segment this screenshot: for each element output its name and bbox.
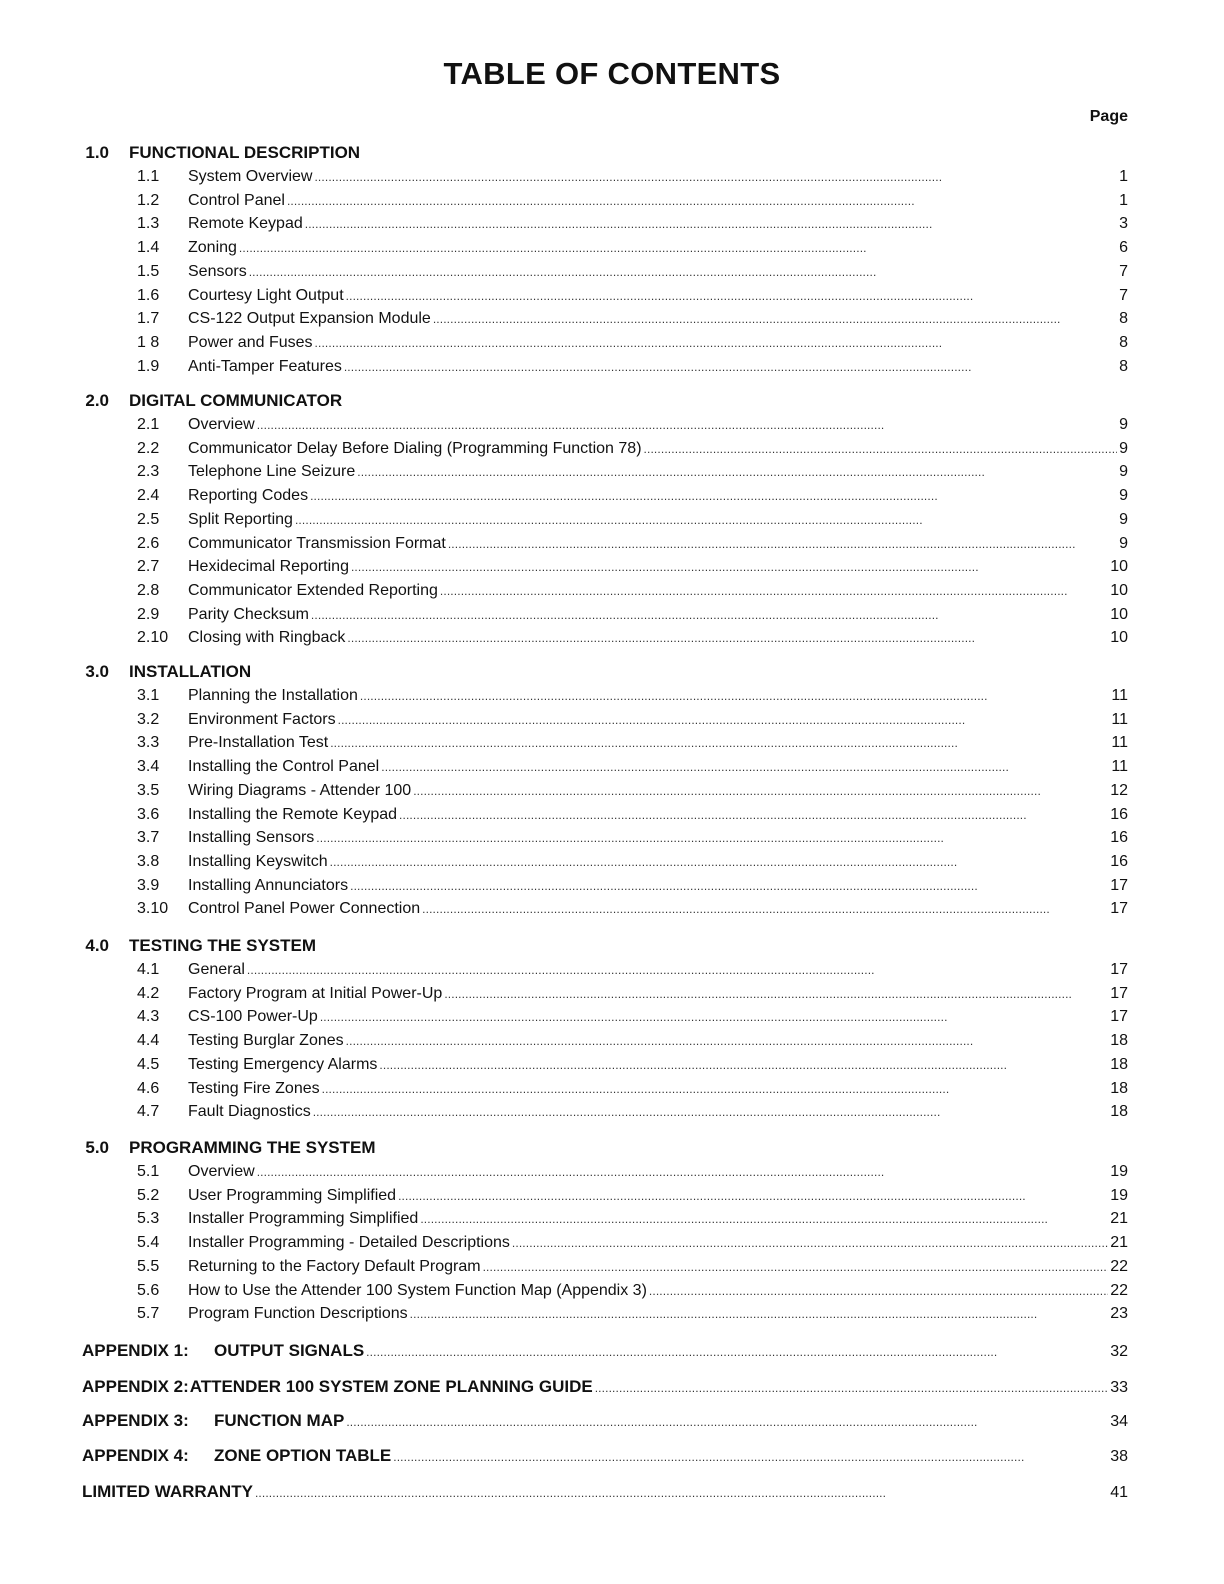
section-heading (0, 1136, 1224, 1160)
entry-page-number: 10 (1110, 582, 1128, 599)
entry-number: 2.9 (137, 606, 160, 623)
entry-page-number: 18 (1110, 1056, 1128, 1073)
toc-entry[interactable] (0, 731, 1224, 755)
entry-page-number: 6 (1119, 239, 1128, 256)
entry-page-number: 17 (1110, 985, 1128, 1002)
entry-line (188, 708, 1128, 732)
entry-title: Environment Factors (188, 711, 336, 728)
toc-entry[interactable] (0, 1053, 1224, 1077)
dot-leader (398, 1184, 1108, 1208)
entry-title: Returning to the Factory Default Program (188, 1258, 481, 1275)
entry-number: 5.3 (137, 1210, 160, 1227)
entry-page-number: 16 (1110, 829, 1128, 846)
dot-leader (422, 897, 1108, 921)
section-number: 5.0 (85, 1138, 109, 1157)
entry-title: Installing Keyswitch (188, 853, 328, 870)
toc-entry[interactable] (0, 532, 1224, 556)
entry-title: How to Use the Attender 100 System Function Map (Appendix 3) (188, 1282, 647, 1299)
entry-page-number: 17 (1110, 961, 1128, 978)
entry-page-number: 3 (1119, 215, 1128, 232)
entry-page-number: 11 (1111, 687, 1128, 704)
dot-leader (310, 484, 1117, 508)
appendix-page-number: 34 (1110, 1413, 1128, 1430)
page-title: TABLE OF CONTENTS (443, 56, 781, 91)
entry-title: CS-100 Power-Up (188, 1008, 318, 1025)
dot-leader (315, 331, 1118, 355)
dot-leader (357, 460, 1117, 484)
dot-leader (239, 236, 1117, 260)
entry-number: 5.4 (137, 1234, 160, 1251)
section-number: 3.0 (85, 662, 109, 681)
entry-line (188, 460, 1128, 484)
toc-entry[interactable] (0, 803, 1224, 827)
entry-page-number: 9 (1119, 511, 1128, 528)
entry-line (188, 603, 1128, 627)
entry-line (188, 1053, 1128, 1077)
dot-leader (413, 779, 1108, 803)
entry-title: Fault Diagnostics (188, 1103, 311, 1120)
entry-title: Overview (188, 416, 255, 433)
entry-title: Testing Burglar Zones (188, 1032, 344, 1049)
toc-entry[interactable] (0, 626, 1224, 650)
entry-line (188, 1077, 1128, 1101)
entry-page-number: 7 (1119, 263, 1128, 280)
entry-line (188, 1160, 1128, 1184)
entry-number: 4.6 (137, 1080, 160, 1097)
entry-title: Communicator Extended Reporting (188, 582, 438, 599)
entry-number: 1.2 (137, 192, 160, 209)
entry-number: 5.6 (137, 1282, 160, 1299)
entry-title: Testing Emergency Alarms (188, 1056, 378, 1073)
section-title: FUNCTIONAL DESCRIPTION (129, 143, 361, 162)
entry-page-number: 17 (1110, 900, 1128, 917)
dot-leader (433, 307, 1117, 331)
dot-leader (257, 1160, 1109, 1184)
entry-number: 3.2 (137, 711, 160, 728)
entry-number: 3.4 (137, 758, 160, 775)
entry-number: 1.4 (137, 239, 160, 256)
appendix-label: APPENDIX 3: (82, 1411, 189, 1430)
entry-title: Program Function Descriptions (188, 1305, 408, 1322)
dot-leader (257, 413, 1117, 437)
toc-entry[interactable] (0, 874, 1224, 898)
entry-line (188, 236, 1128, 260)
dot-leader (316, 826, 1108, 850)
dot-leader (346, 1409, 1108, 1435)
entry-title: Zoning (188, 239, 237, 256)
toc-entry[interactable] (0, 958, 1224, 982)
entry-title: Split Reporting (188, 511, 293, 528)
dot-leader (346, 1029, 1109, 1053)
entry-title: CS-122 Output Expansion Module (188, 310, 431, 327)
entry-line (188, 1302, 1128, 1326)
section-number: 2.0 (85, 391, 109, 410)
entry-line (188, 331, 1128, 355)
entry-title: Wiring Diagrams - Attender 100 (188, 782, 412, 799)
entry-page-number: 17 (1110, 1008, 1128, 1025)
entry-page-number: 10 (1110, 629, 1128, 646)
entry-number: 2.1 (137, 416, 160, 433)
entry-page-number: 8 (1119, 358, 1128, 375)
toc-entry[interactable] (0, 555, 1224, 579)
entry-line (188, 1279, 1128, 1303)
entry-title: Control Panel (188, 192, 285, 209)
entry-title: Remote Keypad (188, 215, 303, 232)
entry-page-number: 19 (1110, 1187, 1128, 1204)
dot-leader (320, 1005, 1108, 1029)
entry-line (188, 1255, 1128, 1279)
entry-page-number: 16 (1110, 806, 1128, 823)
entry-number: 1.7 (137, 310, 160, 327)
entry-page-number: 12 (1110, 782, 1128, 799)
entry-line (188, 260, 1128, 284)
dot-leader (366, 1339, 1108, 1365)
entry-page-number: 21 (1110, 1234, 1128, 1251)
entry-line (188, 579, 1128, 603)
dot-leader (249, 260, 1117, 284)
toc-entry[interactable] (0, 603, 1224, 627)
appendix-page-number: 38 (1110, 1448, 1128, 1465)
entry-number: 5.1 (137, 1163, 160, 1180)
entry-title: System Overview (188, 168, 313, 185)
toc-entry[interactable] (0, 460, 1224, 484)
entry-line (188, 307, 1128, 331)
entry-number: 5.5 (137, 1258, 160, 1275)
appendix-entry[interactable] (82, 1338, 1128, 1364)
entry-number: 3.3 (137, 734, 160, 751)
entry-page-number: 11 (1111, 711, 1128, 728)
appendix-title: ZONE OPTION TABLE (214, 1446, 392, 1465)
toc-entry[interactable] (0, 1279, 1224, 1303)
dot-leader (360, 684, 1109, 708)
entry-title: Control Panel Power Connection (188, 900, 421, 917)
entry-line (188, 355, 1128, 379)
appendix-title: OUTPUT SIGNALS (214, 1341, 365, 1360)
dot-leader (410, 1302, 1109, 1326)
entry-page-number: 11 (1111, 734, 1128, 751)
appendix-title: ATTENDER 100 SYSTEM ZONE PLANNING GUIDE (189, 1377, 593, 1396)
entry-page-number: 10 (1110, 606, 1128, 623)
entry-title: Installer Programming Simplified (188, 1210, 419, 1227)
entry-title: Parity Checksum (188, 606, 309, 623)
section-title: PROGRAMMING THE SYSTEM (129, 1138, 376, 1157)
dot-leader (649, 1279, 1108, 1303)
entry-title: Anti-Tamper Features (188, 358, 342, 375)
dot-leader (305, 212, 1117, 236)
appendix-label: APPENDIX 4: (82, 1446, 189, 1465)
toc-entry[interactable] (0, 826, 1224, 850)
entry-title: Overview (188, 1163, 255, 1180)
toc-entry[interactable] (0, 1077, 1224, 1101)
entry-number: 1.9 (137, 358, 160, 375)
dot-leader (247, 958, 1108, 982)
entry-number: 3.8 (137, 853, 160, 870)
entry-page-number: 18 (1110, 1103, 1128, 1120)
section-heading (0, 389, 1224, 413)
entry-number: 5.2 (137, 1187, 160, 1204)
appendix-entry[interactable] (82, 1374, 1128, 1400)
entry-title: Pre-Installation Test (188, 734, 329, 751)
entry-page-number: 11 (1111, 758, 1128, 775)
entry-number: 2.3 (137, 463, 160, 480)
section-title: TESTING THE SYSTEM (129, 936, 317, 955)
section-heading (0, 141, 1224, 165)
entry-page-number: 8 (1119, 310, 1128, 327)
dot-leader (350, 874, 1108, 898)
dot-leader (311, 603, 1108, 627)
entry-title: Installing Sensors (188, 829, 315, 846)
entry-line (188, 284, 1128, 308)
entry-page-number: 18 (1110, 1080, 1128, 1097)
toc-entry[interactable] (0, 355, 1224, 379)
entry-page-number: 10 (1110, 558, 1128, 575)
entry-title: General (188, 961, 245, 978)
entry-line (188, 826, 1128, 850)
entry-title: Courtesy Light Output (188, 287, 344, 304)
entry-line (188, 555, 1128, 579)
dot-leader (287, 189, 1117, 213)
dot-leader (314, 165, 1117, 189)
toc-entry[interactable] (0, 165, 1224, 189)
entry-line (188, 755, 1128, 779)
dot-leader (295, 508, 1117, 532)
entry-number: 1 8 (137, 334, 160, 351)
appendix-label: APPENDIX 1: (82, 1341, 189, 1360)
entry-title: Planning the Installation (188, 687, 358, 704)
entry-page-number: 23 (1110, 1305, 1128, 1322)
dot-leader (338, 708, 1110, 732)
dot-leader (399, 803, 1108, 827)
entry-line (188, 731, 1128, 755)
dot-leader (344, 355, 1117, 379)
entry-line (188, 684, 1128, 708)
entry-number: 4.7 (137, 1103, 160, 1120)
entry-title: Reporting Codes (188, 487, 309, 504)
dot-leader (322, 1077, 1109, 1101)
warranty-title: LIMITED WARRANTY (82, 1482, 253, 1501)
entry-line (188, 897, 1128, 921)
entry-line (188, 874, 1128, 898)
dot-leader (444, 982, 1108, 1006)
entry-title: Installing the Control Panel (188, 758, 380, 775)
entry-page-number: 7 (1119, 287, 1128, 304)
toc-entry[interactable] (0, 260, 1224, 284)
dot-leader (313, 1100, 1108, 1124)
entry-number: 4.1 (137, 961, 160, 978)
toc-entry[interactable] (0, 212, 1224, 236)
dot-leader (440, 579, 1108, 603)
entry-page-number: 9 (1119, 416, 1128, 433)
entry-number: 2.6 (137, 535, 160, 552)
toc-entry[interactable] (0, 189, 1224, 213)
entry-title: Testing Fire Zones (188, 1080, 320, 1097)
section-number: 4.0 (85, 936, 109, 955)
entry-line (188, 437, 1128, 461)
entry-line (188, 212, 1128, 236)
entry-title: Installing Annunciators (188, 877, 349, 894)
section-heading (0, 934, 1224, 958)
toc-entry[interactable] (0, 684, 1224, 708)
toc-entry[interactable] (0, 307, 1224, 331)
entry-line (188, 1184, 1128, 1208)
toc-entry[interactable] (0, 1207, 1224, 1231)
toc-entry[interactable] (0, 708, 1224, 732)
entry-number: 2.10 (137, 629, 169, 646)
toc-entry[interactable] (0, 508, 1224, 532)
entry-page-number: 22 (1110, 1282, 1128, 1299)
toc-entry[interactable] (0, 1231, 1224, 1255)
entry-number: 3.1 (137, 687, 160, 704)
appendix-page-number: 32 (1110, 1343, 1128, 1360)
toc-entry[interactable] (0, 982, 1224, 1006)
section-number: 1.0 (85, 143, 109, 162)
entry-line (188, 626, 1128, 650)
page-column-header: Page (1089, 108, 1128, 125)
dot-leader (448, 532, 1117, 556)
entry-number: 1.1 (137, 168, 160, 185)
appendix-label: APPENDIX 2: (82, 1377, 189, 1396)
entry-page-number: 18 (1110, 1032, 1128, 1049)
appendix-title: FUNCTION MAP (214, 1411, 345, 1430)
entry-title: Communicator Transmission Format (188, 535, 446, 552)
dot-leader (379, 1053, 1108, 1077)
entry-number: 3.5 (137, 782, 160, 799)
toc-entry[interactable] (0, 779, 1224, 803)
entry-number: 2.5 (137, 511, 160, 528)
entry-number: 3.6 (137, 806, 160, 823)
dot-leader (512, 1231, 1108, 1255)
entry-title: Sensors (188, 263, 247, 280)
dot-leader (255, 1480, 1108, 1506)
entry-title: Hexidecimal Reporting (188, 558, 349, 575)
entry-line (188, 1207, 1128, 1231)
entry-line (188, 958, 1128, 982)
toc-entry[interactable] (0, 1029, 1224, 1053)
entry-line (188, 532, 1128, 556)
warranty-page-number: 41 (1110, 1484, 1128, 1501)
dot-leader (644, 437, 1118, 461)
toc-entry[interactable] (0, 579, 1224, 603)
dot-leader (346, 284, 1117, 308)
entry-number: 1.5 (137, 263, 160, 280)
warranty-entry[interactable] (82, 1479, 1128, 1505)
entry-number: 4.4 (137, 1032, 160, 1049)
toc-entry[interactable] (0, 755, 1224, 779)
entry-number: 2.7 (137, 558, 160, 575)
dot-leader (330, 850, 1109, 874)
section-title: INSTALLATION (129, 662, 252, 681)
entry-page-number: 9 (1119, 535, 1128, 552)
entry-number: 4.2 (137, 985, 160, 1002)
appendix-entry[interactable] (82, 1408, 1128, 1434)
toc-entry[interactable] (0, 331, 1224, 355)
dot-leader (420, 1207, 1108, 1231)
entry-page-number: 21 (1110, 1210, 1128, 1227)
entry-title: Factory Program at Initial Power-Up (188, 985, 443, 1002)
entry-title: Communicator Delay Before Dialing (Programming Function 78) (188, 440, 642, 457)
dot-leader (347, 626, 1108, 650)
appendix-page-number: 33 (1110, 1379, 1128, 1396)
entry-number: 5.7 (137, 1305, 160, 1322)
entry-number: 2.2 (137, 440, 160, 457)
entry-page-number: 19 (1110, 1163, 1128, 1180)
toc-entry[interactable] (0, 897, 1224, 921)
entry-title: Telephone Line Seizure (188, 463, 356, 480)
entry-page-number: 9 (1119, 487, 1128, 504)
entry-number: 3.9 (137, 877, 160, 894)
entry-line (188, 803, 1128, 827)
toc-entry[interactable] (0, 1005, 1224, 1029)
toc-entry[interactable] (0, 284, 1224, 308)
entry-number: 2.4 (137, 487, 160, 504)
dot-leader (595, 1375, 1109, 1401)
toc-entry[interactable] (0, 850, 1224, 874)
entry-line (188, 850, 1128, 874)
dot-leader (330, 731, 1109, 755)
entry-page-number: 1 (1119, 192, 1128, 209)
entry-title: User Programming Simplified (188, 1187, 397, 1204)
entry-number: 4.5 (137, 1056, 160, 1073)
entry-line (188, 508, 1128, 532)
toc-entry[interactable] (0, 1255, 1224, 1279)
entry-line (188, 779, 1128, 803)
entry-number: 3.10 (137, 900, 169, 917)
entry-title: Closing with Ringback (188, 629, 346, 646)
entry-title: Power and Fuses (188, 334, 313, 351)
entry-page-number: 1 (1119, 168, 1128, 185)
entry-title: Installer Programming - Detailed Descriptions (188, 1234, 510, 1251)
entry-line (188, 1029, 1128, 1053)
entry-page-number: 9 (1119, 440, 1128, 457)
entry-line (188, 189, 1128, 213)
entry-line (188, 413, 1128, 437)
toc-entry[interactable] (0, 1184, 1224, 1208)
toc-entry[interactable] (0, 1100, 1224, 1124)
toc-entry[interactable] (0, 413, 1224, 437)
entry-line (188, 982, 1128, 1006)
entry-page-number: 16 (1110, 853, 1128, 870)
dot-leader (351, 555, 1108, 579)
dot-leader (381, 755, 1109, 779)
entry-line (188, 165, 1128, 189)
section-title: DIGITAL COMMUNICATOR (129, 391, 343, 410)
toc-entry[interactable] (0, 236, 1224, 260)
entry-number: 1.3 (137, 215, 160, 232)
entry-page-number: 17 (1110, 877, 1128, 894)
dot-leader (483, 1255, 1109, 1279)
entry-page-number: 9 (1119, 463, 1128, 480)
dot-leader (393, 1444, 1108, 1470)
entry-line (188, 1005, 1128, 1029)
toc-entry[interactable] (0, 484, 1224, 508)
entry-title: Installing the Remote Keypad (188, 806, 398, 823)
appendix-entry[interactable] (82, 1443, 1128, 1469)
entry-number: 2.8 (137, 582, 160, 599)
entry-line (188, 1231, 1128, 1255)
entry-number: 1.6 (137, 287, 160, 304)
entry-line (188, 1100, 1128, 1124)
entry-number: 3.7 (137, 829, 160, 846)
section-heading (0, 660, 1224, 684)
toc-entry[interactable] (0, 1302, 1224, 1326)
entry-page-number: 22 (1110, 1258, 1128, 1275)
toc-entry[interactable] (0, 437, 1224, 461)
entry-line (188, 484, 1128, 508)
entry-number: 4.3 (137, 1008, 160, 1025)
entry-page-number: 8 (1119, 334, 1128, 351)
toc-entry[interactable] (0, 1160, 1224, 1184)
